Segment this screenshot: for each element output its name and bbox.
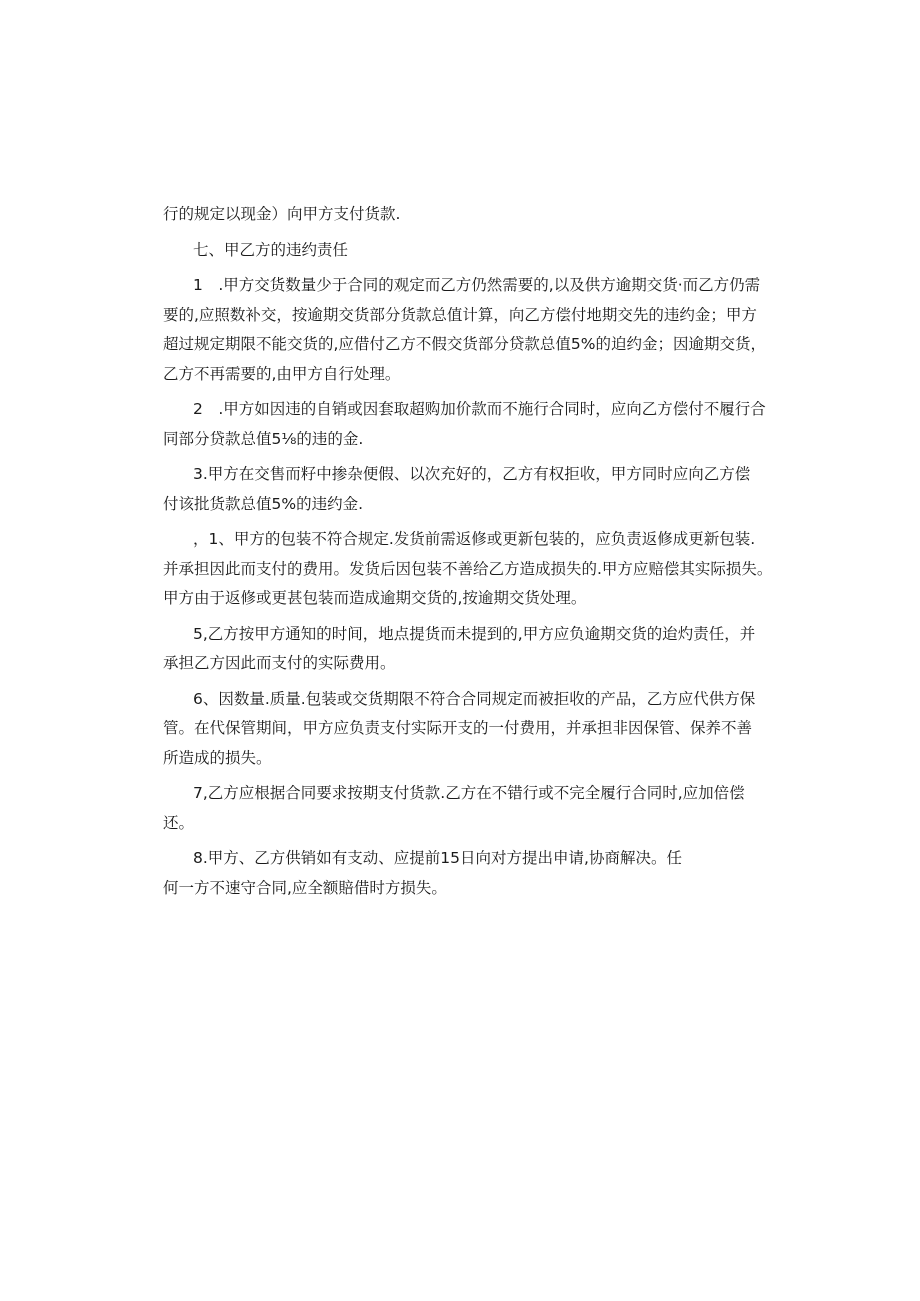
- document-page: [163, 200, 773, 903]
- section-heading: [163, 236, 768, 266]
- text-line: 何一方不速守合同,应全额賠借时方损失。: [163, 878, 447, 897]
- text-line: 乙方不再需要的,由甲方自行处理。: [163, 364, 401, 383]
- text-line: 8.甲方、乙方供销如有支动、应提前15日向对方提出申请,协商解决。任: [193, 849, 682, 867]
- text-line: 要的,应照数补交，按逾期交货部分货款总值计算，向乙方偿付地期交先的违约金；甲方: [163, 305, 757, 324]
- clause-8: [163, 844, 768, 903]
- text-line: 6、因数量.质量.包装或交货期限不符合合同规定而被拒收的产品，乙方应代供方保: [193, 689, 756, 708]
- text-line: 还。: [163, 813, 195, 832]
- text-line: 1 .甲方交货数量少于合同的观定而乙方仍然需要的,以及供方逾期交货·而乙方仍需: [193, 276, 761, 294]
- text-line: 2 .甲方如因违的自销或因套取超购加价款而不施行合同时，应向乙方偿付不履行合: [193, 400, 766, 418]
- text-line: 并承担因此而支付的费用。发货后因包装不善给乙方造成损失的.甲方应赔偿其实际损失。: [163, 559, 773, 578]
- text-line: 行的规定以现金）向甲方支付货款.: [163, 205, 401, 223]
- text-line: 3.甲方在交售而籽中掺杂便假、以次充好的，乙方有权拒收，甲方同时应向乙方偿: [193, 465, 751, 483]
- clause-2: [163, 395, 768, 454]
- clause-6: [163, 685, 768, 774]
- clause-7: [163, 779, 768, 838]
- text-line: 付该批货款总值5%的违约金.: [163, 494, 364, 513]
- clause-1: [163, 271, 768, 389]
- clause-5: [163, 620, 768, 679]
- heading-line: 七、甲乙方的违约责任: [193, 240, 349, 259]
- text-line: ，1、甲方的包装不符合规定.发货前需返修或更新包装的，应负责返修成更新包装.: [193, 530, 756, 548]
- text-line: 5,乙方按甲方通知的时间，地点提货而未提到的,甲方应负逾期交货的迨灼责任，并: [193, 624, 756, 643]
- text-line: 承担乙方因此而支付的实际费用。: [163, 654, 396, 672]
- clause-4: [163, 525, 773, 614]
- text-line: 管。在代保管期间，甲方应负责支付实际开支的一付费用，并承担非因保管、保养不善: [163, 719, 753, 737]
- text-line: 同部分贷款总值5⅛的违的金.: [163, 429, 364, 448]
- text-line: 7,乙方应根据合同要求按期支付货款.乙方在不错行或不完全履行合同时,应加倍偿: [193, 784, 745, 802]
- text-line: 所造成的损失。: [163, 748, 272, 767]
- text-line: 甲方由于返修或更甚包装而造成逾期交货的,按逾期交货处理。: [163, 589, 587, 607]
- paragraph-continuation: [163, 200, 768, 230]
- text-line: 超过规定期限不能交货的,应借付乙方不假交货部分贷款总值5%的迫约金；因逾期交货，: [163, 335, 767, 353]
- clause-3: [163, 460, 768, 519]
